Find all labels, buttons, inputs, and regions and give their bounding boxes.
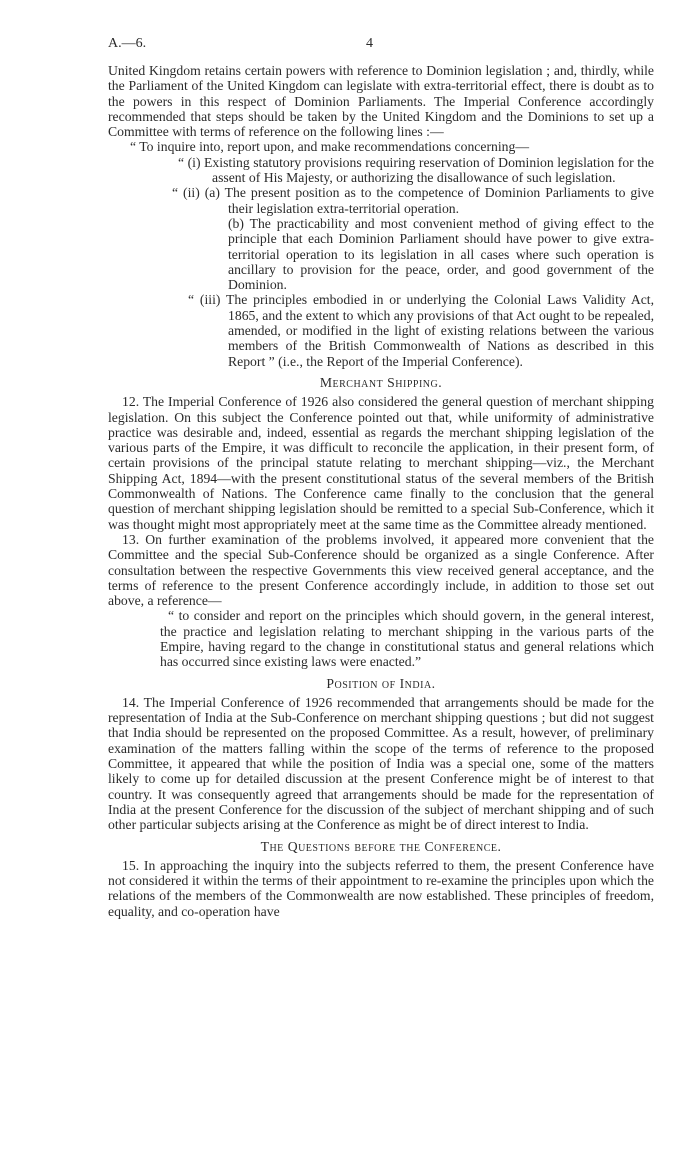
page-number: 4 bbox=[366, 36, 373, 51]
page-header bbox=[108, 36, 652, 54]
document-reference: A.—6. bbox=[108, 36, 147, 51]
heading-position-of-india: Position of India. bbox=[326, 675, 436, 691]
term-item-ii-b: (b) The practicability and most convenient method of giving effect to the principle that each Dominion Parliament should have power to give extra-territorial operation to its legislation in all cases where such operation is ancillary to provision for the peace, order, and good government of the Dominion. bbox=[228, 215, 654, 293]
paragraph-14: 14. The Imperial Conference of 1926 recommended that arrangements should be made for the representation of India at the Sub-Conference on merchant shipping questions ; but did not suggest that India should be represented on the proposed Committee. As a result, however, of preliminary examination of the matters falling within the scope of the terms of reference to the proposed Committee, it appeared that while the position of India was a special one, some of the matters likely to come up for detailed discussion at the present Conference might be of interest to that country. It was consequently agreed that arrangements should be made for the representation of India at the present Conference for the discussion of the subject of merchant shipping and of such other particular subjects arising at the Conference as might be of direct interest to India. bbox=[108, 694, 654, 833]
term-item-iii: “ (iii) The principles embodied in or underlying the Colonial Laws Validity Act, 1865, and the extent to which any provisions of that Act ought to be repealed, amended, or modified in the light of existing relations between the various members of the British Commonwealth of Nations as described in this Report ” (i.e., the Report of the Imperial Conference). bbox=[188, 292, 654, 369]
paragraph-12: 12. The Imperial Conference of 1926 also considered the general question of merchant shipping legislation. On this subject the Conference pointed out that, while uniformity of administrative practice was desirable and, indeed, essential as regards the merchant shipping legislation of the various parts of the Empire, it was difficult to reconcile the application, in their present form, of certain provisions of the principal statute relating to merchant shipping—viz., the Merchant Shipping Act, 1894—with the present constitutional status of the several members of the British Commonwealth of Nations. The Conference came finally to the conclusion that the general question of merchant shipping legislation should be remitted to a special Sub-Conference, which it was thought might most appropriately meet at the same time as the Committee already mentioned. bbox=[108, 394, 654, 532]
terms-of-reference-lead: “ To inquire into, report upon, and make recommendations concerning— bbox=[130, 139, 530, 155]
paragraph-15: 15. In approaching the inquiry into the subjects referred to them, the present Conference have not considered it within the terms of their appointment to re-examine the principles upon which the relations of the members of the Commonwealth are now established. These principles of freedom, equality, and co-operation have bbox=[108, 857, 654, 919]
document-body bbox=[108, 63, 654, 919]
merchant-shipping-reference-quote: “ to consider and report on the principles which should govern, in the general interest, the practice and legislation relating to merchant shipping in the various parts of the Empire, having regard to the change in constitutional status and general relations which has occurred since existing laws were enacted.” bbox=[160, 608, 654, 670]
heading-merchant-shipping: Merchant Shipping. bbox=[319, 374, 443, 390]
term-item-i: “ (i) Existing statutory provisions requiring reservation of Dominion legislation for the assent of His Majesty, or authorizing the disallowance of such legislation. bbox=[178, 154, 654, 186]
intro-paragraph: United Kingdom retains certain powers with reference to Dominion legislation ; and, thirdly, while the Parliament of the United Kingdom can legislate with extra-territorial effect, there is doubt as to the powers in this respect of Dominion Parliaments. The Imperial Conference accordingly recommended that steps should be taken by the United Kingdom and the Dominions to set up a Committee with terms of reference on the following lines :— bbox=[108, 63, 654, 140]
paragraph-13: 13. On further examination of the problems involved, it appeared more convenient that the Committee and the special Sub-Conference should be organized as a single Conference. After consultation between the respective Governments this view received general acceptance, and the terms of reference to the present Conference accordingly include, in addition to those set out above, a reference— bbox=[108, 531, 654, 609]
heading-questions-before-conference: The Questions before the Conference. bbox=[260, 838, 502, 854]
term-item-ii-a: “ (ii) (a) The present position as to the competence of Dominion Parliaments to give their legislation extra-territorial operation. bbox=[172, 185, 654, 216]
